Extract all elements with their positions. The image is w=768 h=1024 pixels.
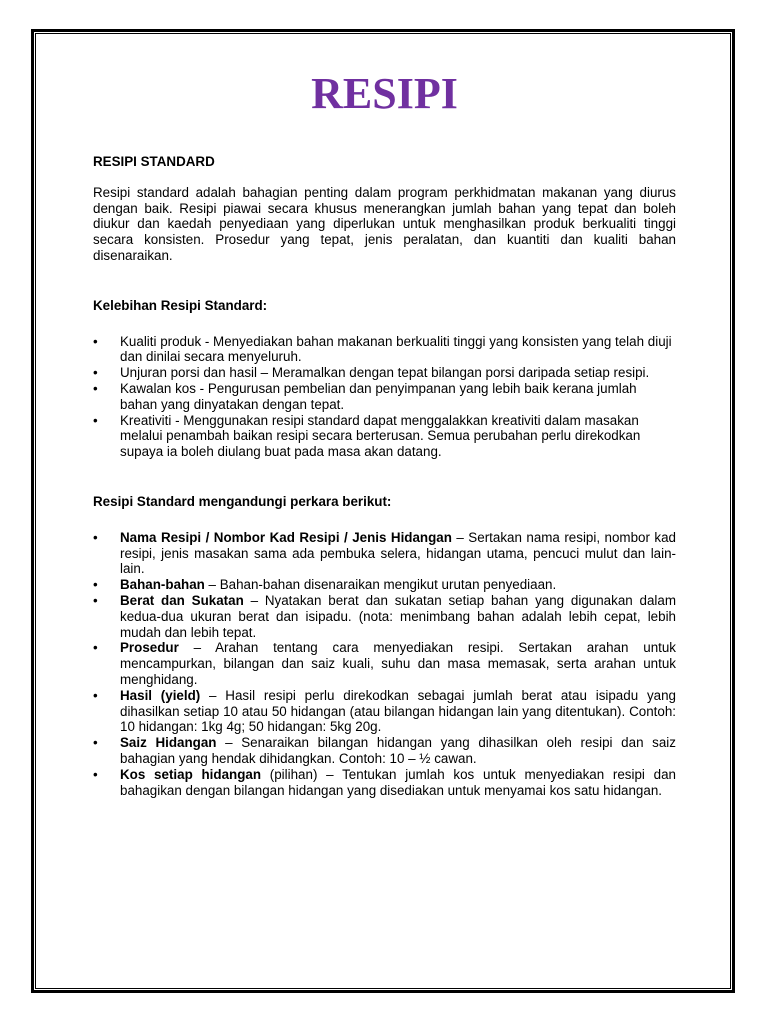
bullet-icon: • bbox=[93, 592, 98, 608]
list-item-text: – Hasil resipi perlu direkodkan sebagai jumlah berat atau isipadu yang dihasilkan setiap 10 atau 50 hidangan (atau bilangan hidangan lain yang ditentukan). Contoh: 10 hidangan: 1kg 4g; 50 hidangan: 5kg 20g. bbox=[120, 687, 676, 735]
bullet-icon: • bbox=[93, 412, 98, 428]
list-item-text: Kreativiti - Menggunakan resipi standard dapat menggalakkan kreativiti dalam masakan melalui penambah baikan resipi secara berterusan. Semua perubahan perlu direkodkan supaya ia boleh diulang buat pada masa akan datang. bbox=[120, 412, 641, 460]
section-heading-resipi-standard: RESIPI STANDARD bbox=[93, 154, 215, 169]
list-item-text: (pilihan) – Tentukan jumlah kos untuk menyediakan resipi dan bahagikan dengan bilangan hidangan yang disediakan untuk menyamai kos satu hidangan. bbox=[120, 766, 676, 798]
list-item-text: Kualiti produk - Menyediakan bahan makanan berkualiti tinggi yang konsisten yang telah diuji dan dinilai secara menyeluruh. bbox=[120, 333, 672, 365]
list-item bbox=[93, 577, 676, 593]
list-item-term: Nama Resipi / Nombor Kad Resipi / Jenis Hidangan bbox=[120, 529, 452, 545]
list-item bbox=[93, 735, 676, 767]
list-item-text: – Arahan tentang cara menyediakan resipi. Sertakan arahan untuk mencampurkan, bilangan dan saiz kuali, suhu dan masa memasak, serta arahan untuk menghidang. bbox=[120, 640, 676, 687]
list-item-text: – Nyatakan berat dan sukatan setiap bahan yang digunakan dalam kedua-dua ukuran berat dan isipadu. (nota: menimbang bahan adalah lebih cepat, lebih mudah dan lebih tepat. bbox=[120, 592, 677, 640]
bullet-icon: • bbox=[93, 365, 98, 381]
list-item-text: – Senaraikan bilangan hidangan yang dihasilkan oleh resipi dan saiz bahagian yang hendak dihidangkan. Contoh: 10 – ½ cawan. bbox=[120, 735, 676, 766]
intro-paragraph: Resipi standard adalah bahagian penting dalam program perkhidmatan makanan yang diurus dengan baik. Resipi piawai secara khusus menerangkan jumlah bahan yang tepat dan boleh diukur dan kaedah penyediaan yang diperlukan untuk menghasilkan produk berkualiti tinggi secara konsisten. Prosedur yang tepat, jenis peralatan, dan kuantiti dan kualiti bahan disenaraikan. bbox=[93, 184, 676, 263]
list-item-text: Unjuran porsi dan hasil – Meramalkan dengan tepat bilangan porsi daripada setiap resipi. bbox=[120, 365, 650, 381]
list-item bbox=[93, 640, 676, 687]
kandungan-list bbox=[93, 530, 676, 799]
bullet-icon: • bbox=[93, 529, 98, 545]
bullet-icon: • bbox=[93, 577, 98, 593]
bullet-icon: • bbox=[93, 640, 98, 656]
section-heading-kandungan: Resipi Standard mengandungi perkara berikut: bbox=[93, 493, 392, 509]
list-item bbox=[93, 767, 676, 799]
list-item bbox=[93, 688, 676, 735]
bullet-icon: • bbox=[93, 735, 98, 751]
section-heading-kelebihan: Kelebihan Resipi Standard: bbox=[93, 297, 268, 313]
list-item-term: Hasil (yield) bbox=[120, 687, 201, 703]
bullet-icon: • bbox=[93, 766, 98, 782]
bullet-icon: • bbox=[93, 380, 98, 396]
list-item-text: Kawalan kos - Pengurusan pembelian dan penyimpanan yang lebih baik kerana jumlah bahan yang dinyatakan dengan tepat. bbox=[120, 380, 637, 412]
list-item-term: Prosedur bbox=[120, 640, 179, 656]
list-item bbox=[93, 334, 676, 366]
list-item-term: Saiz Hidangan bbox=[120, 735, 217, 751]
list-item-text: – Bahan-bahan disenaraikan mengikut urutan penyediaan. bbox=[204, 577, 557, 593]
bullet-icon: • bbox=[93, 687, 98, 703]
list-item-text: – Sertakan nama resipi, nombor kad resipi, jenis masakan sama ada pembuka selera, hidangan utama, pencuci mulut dan lain-lain. bbox=[120, 529, 676, 577]
list-item bbox=[93, 381, 676, 413]
document-title: RESIPI bbox=[311, 69, 458, 118]
list-item bbox=[93, 593, 676, 640]
kelebihan-list bbox=[93, 334, 676, 460]
document-content bbox=[93, 68, 676, 798]
bullet-icon: • bbox=[93, 333, 98, 349]
list-item-term: Berat dan Sukatan bbox=[120, 592, 244, 608]
list-item-term: Bahan-bahan bbox=[120, 577, 205, 593]
list-item bbox=[93, 413, 676, 460]
list-item bbox=[93, 365, 676, 381]
list-item-term: Kos setiap hidangan bbox=[120, 766, 262, 782]
list-item bbox=[93, 530, 676, 577]
